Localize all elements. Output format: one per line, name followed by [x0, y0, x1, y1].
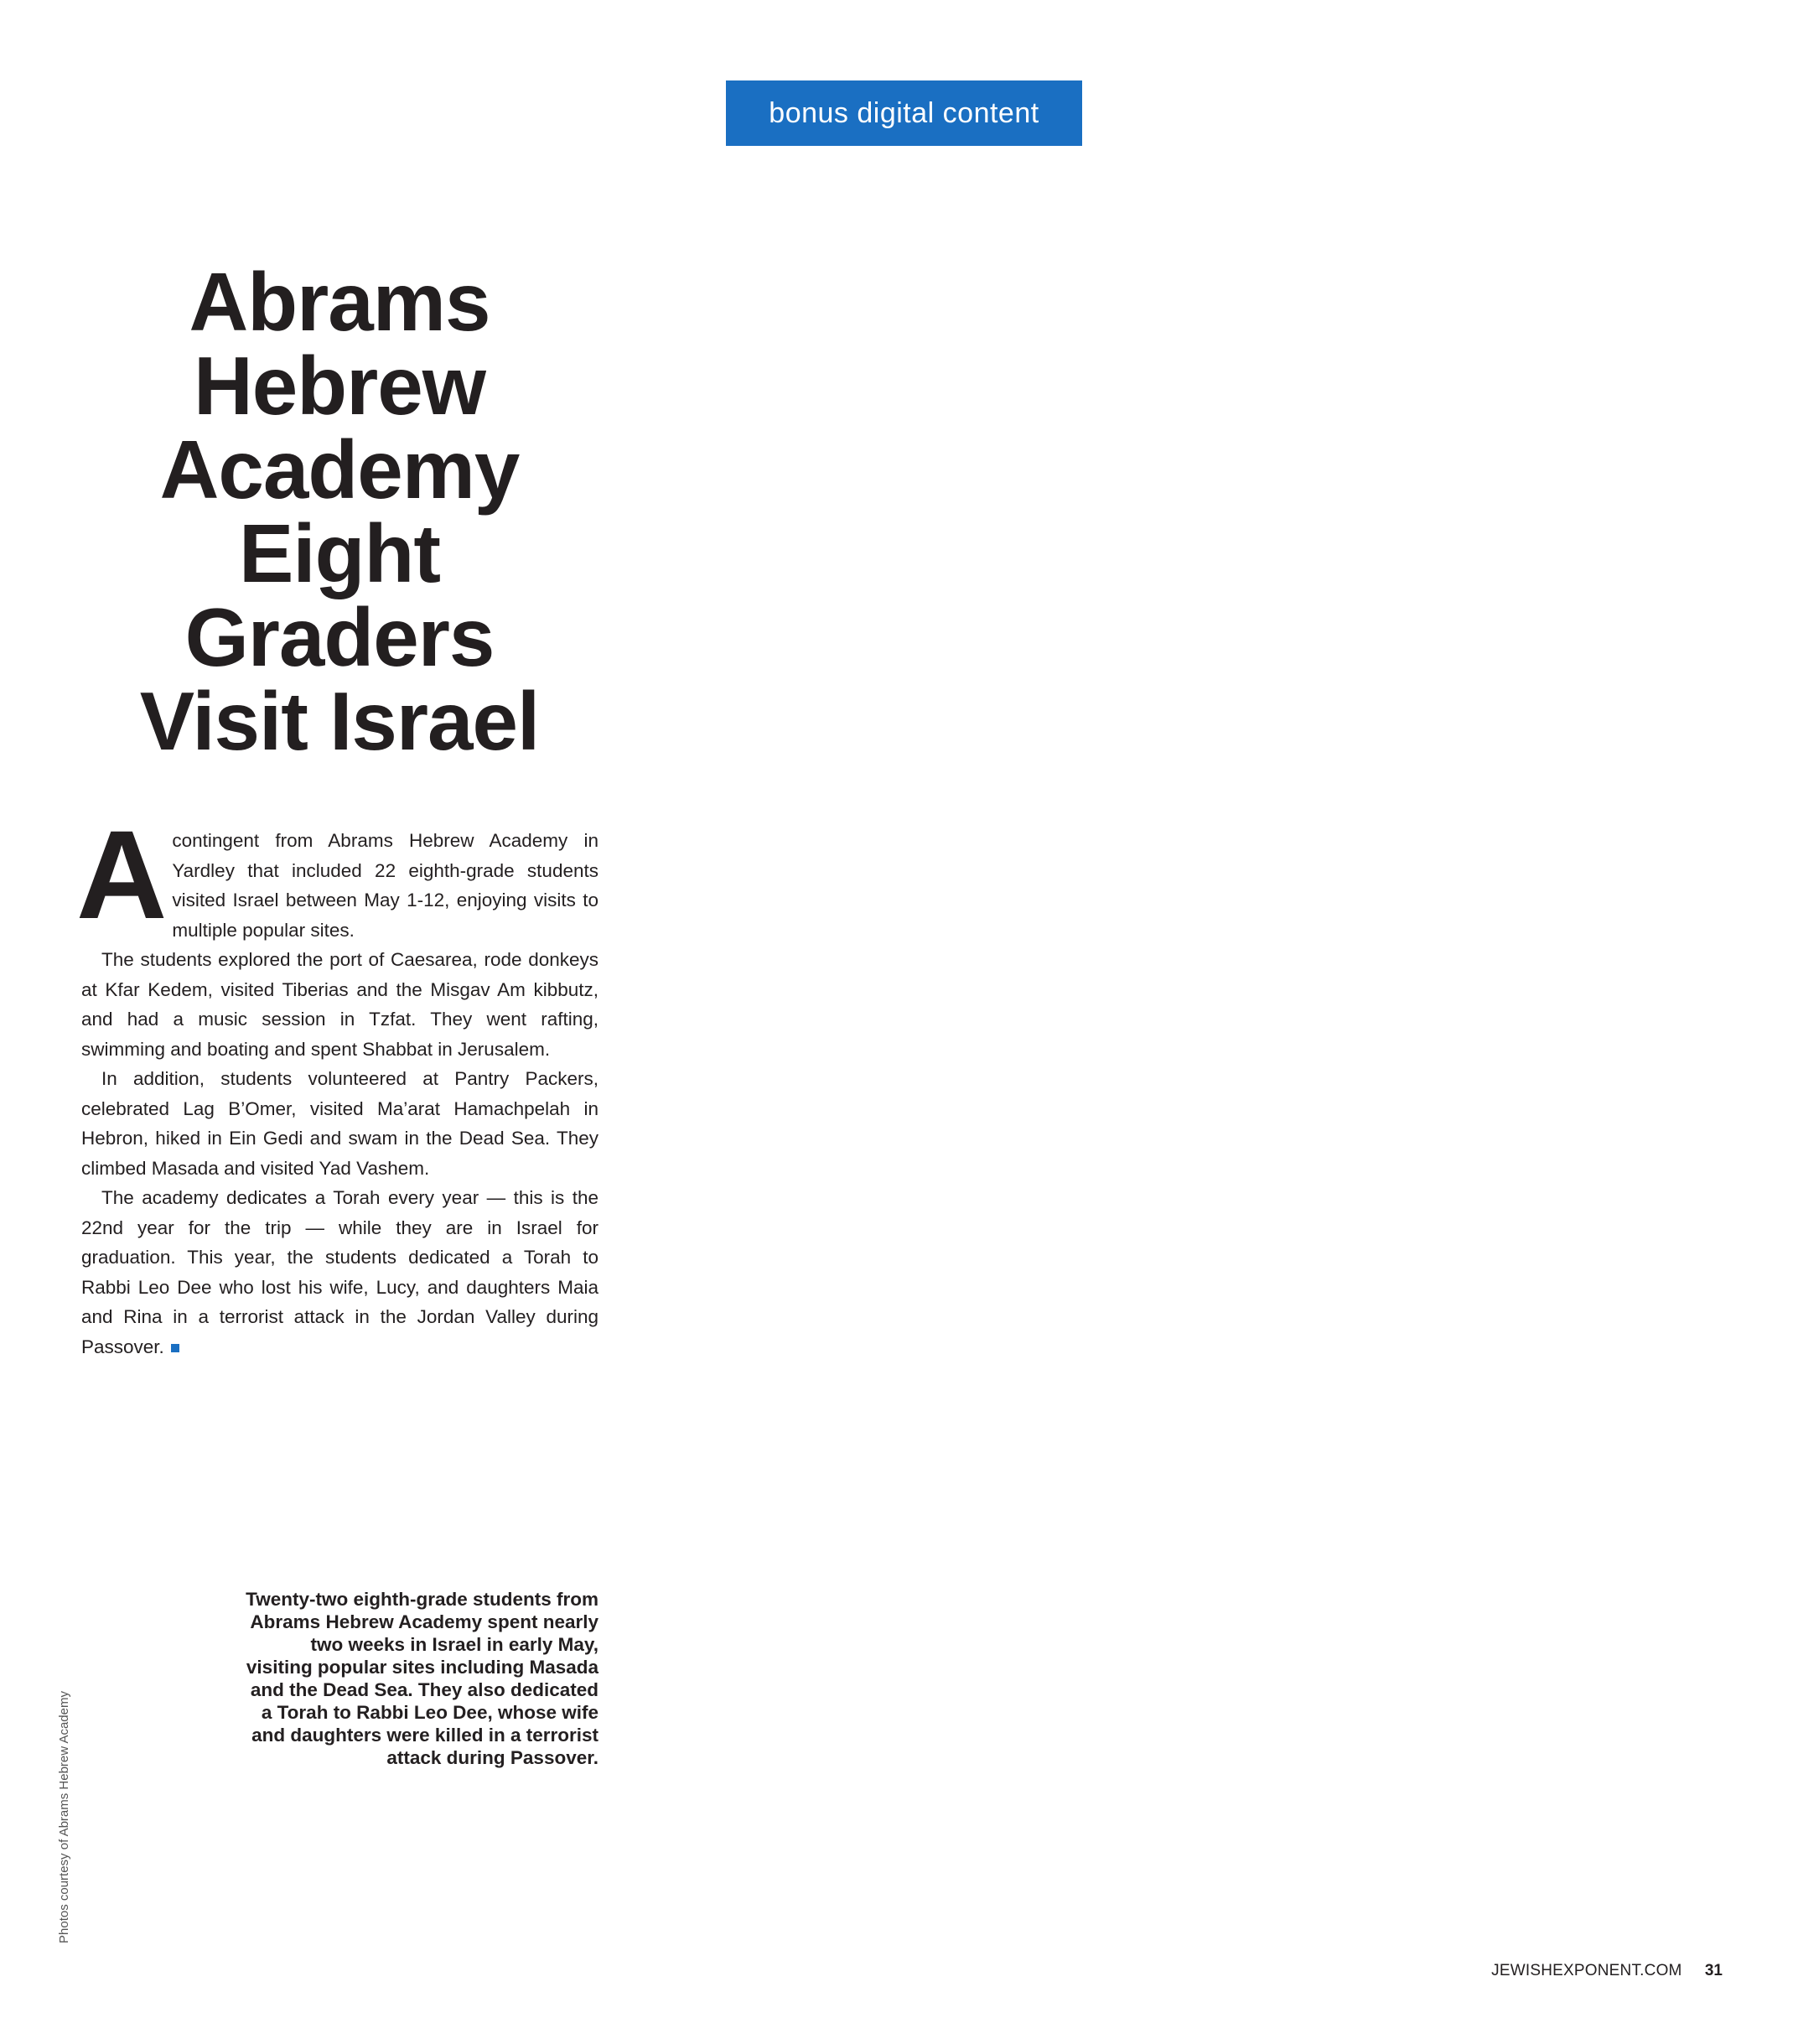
lead-paragraph-text: contingent from Abrams Hebrew Academy in Yardley that included 22 eighth-grade students visited Israel between May 1-12, enjoying visits to multiple popular sites.: [172, 830, 598, 941]
headline-line: Abrams: [189, 256, 490, 348]
website-link[interactable]: JEWISHEXPONENT.COM: [1491, 1962, 1682, 1979]
page-footer: [1491, 1962, 1723, 1980]
article-paragraph: [76, 804, 598, 945]
article-headline: [84, 256, 595, 767]
article-paragraph: The students explored the port of Caesarea, rode donkeys at Kfar Kedem, visited Tiberias and the Misgav Am kibbutz, and had a music session in Tzfat. They went rafting, swimming and boating and spent Shabbat in Jerusalem.: [81, 949, 598, 1060]
headline-line: Visit Israel: [139, 675, 540, 767]
bonus-digital-content-banner: bonus digital content: [726, 80, 1082, 146]
headline-line: Graders: [184, 591, 495, 683]
headline-line: Academy: [159, 423, 520, 516]
photo-caption: Twenty-two eighth-grade students from Abrams Hebrew Academy spent nearly two weeks in Israel in early May, visiting popular sites including Masada and the Dead Sea. They also dedicated a Torah to Rabbi Leo Dee, whose wife and daughters were killed in a terrorist attack during Passover.: [246, 1589, 598, 1768]
photo-credit: Photos courtesy of Abrams Hebrew Academy: [57, 1691, 71, 1943]
article-paragraph: In addition, students volunteered at Pantry Packers, celebrated Lag B’Omer, visited Ma’arat Hamachpelah in Hebron, hiked in Ein Gedi and swam in the Dead Sea. They climbed Masada and visited Yad Vashem.: [81, 1068, 598, 1179]
article-body: [76, 804, 598, 1362]
article-paragraph: [81, 1183, 598, 1362]
headline-line: Eight: [239, 507, 440, 599]
end-mark-icon: [171, 1344, 179, 1352]
drop-cap: A: [76, 804, 168, 945]
page-number: 31: [1704, 1962, 1723, 1979]
headline-line: Hebrew: [193, 340, 485, 432]
final-paragraph-text: The academy dedicates a Torah every year — this is the 22nd year for the trip — while they are in Israel for graduation. This year, the students dedicated a Torah to Rabbi Leo Dee who lost his wife, Lucy, and daughters Maia and Rina in a terrorist attack in the Jordan Valley during Passover.: [81, 1187, 598, 1357]
